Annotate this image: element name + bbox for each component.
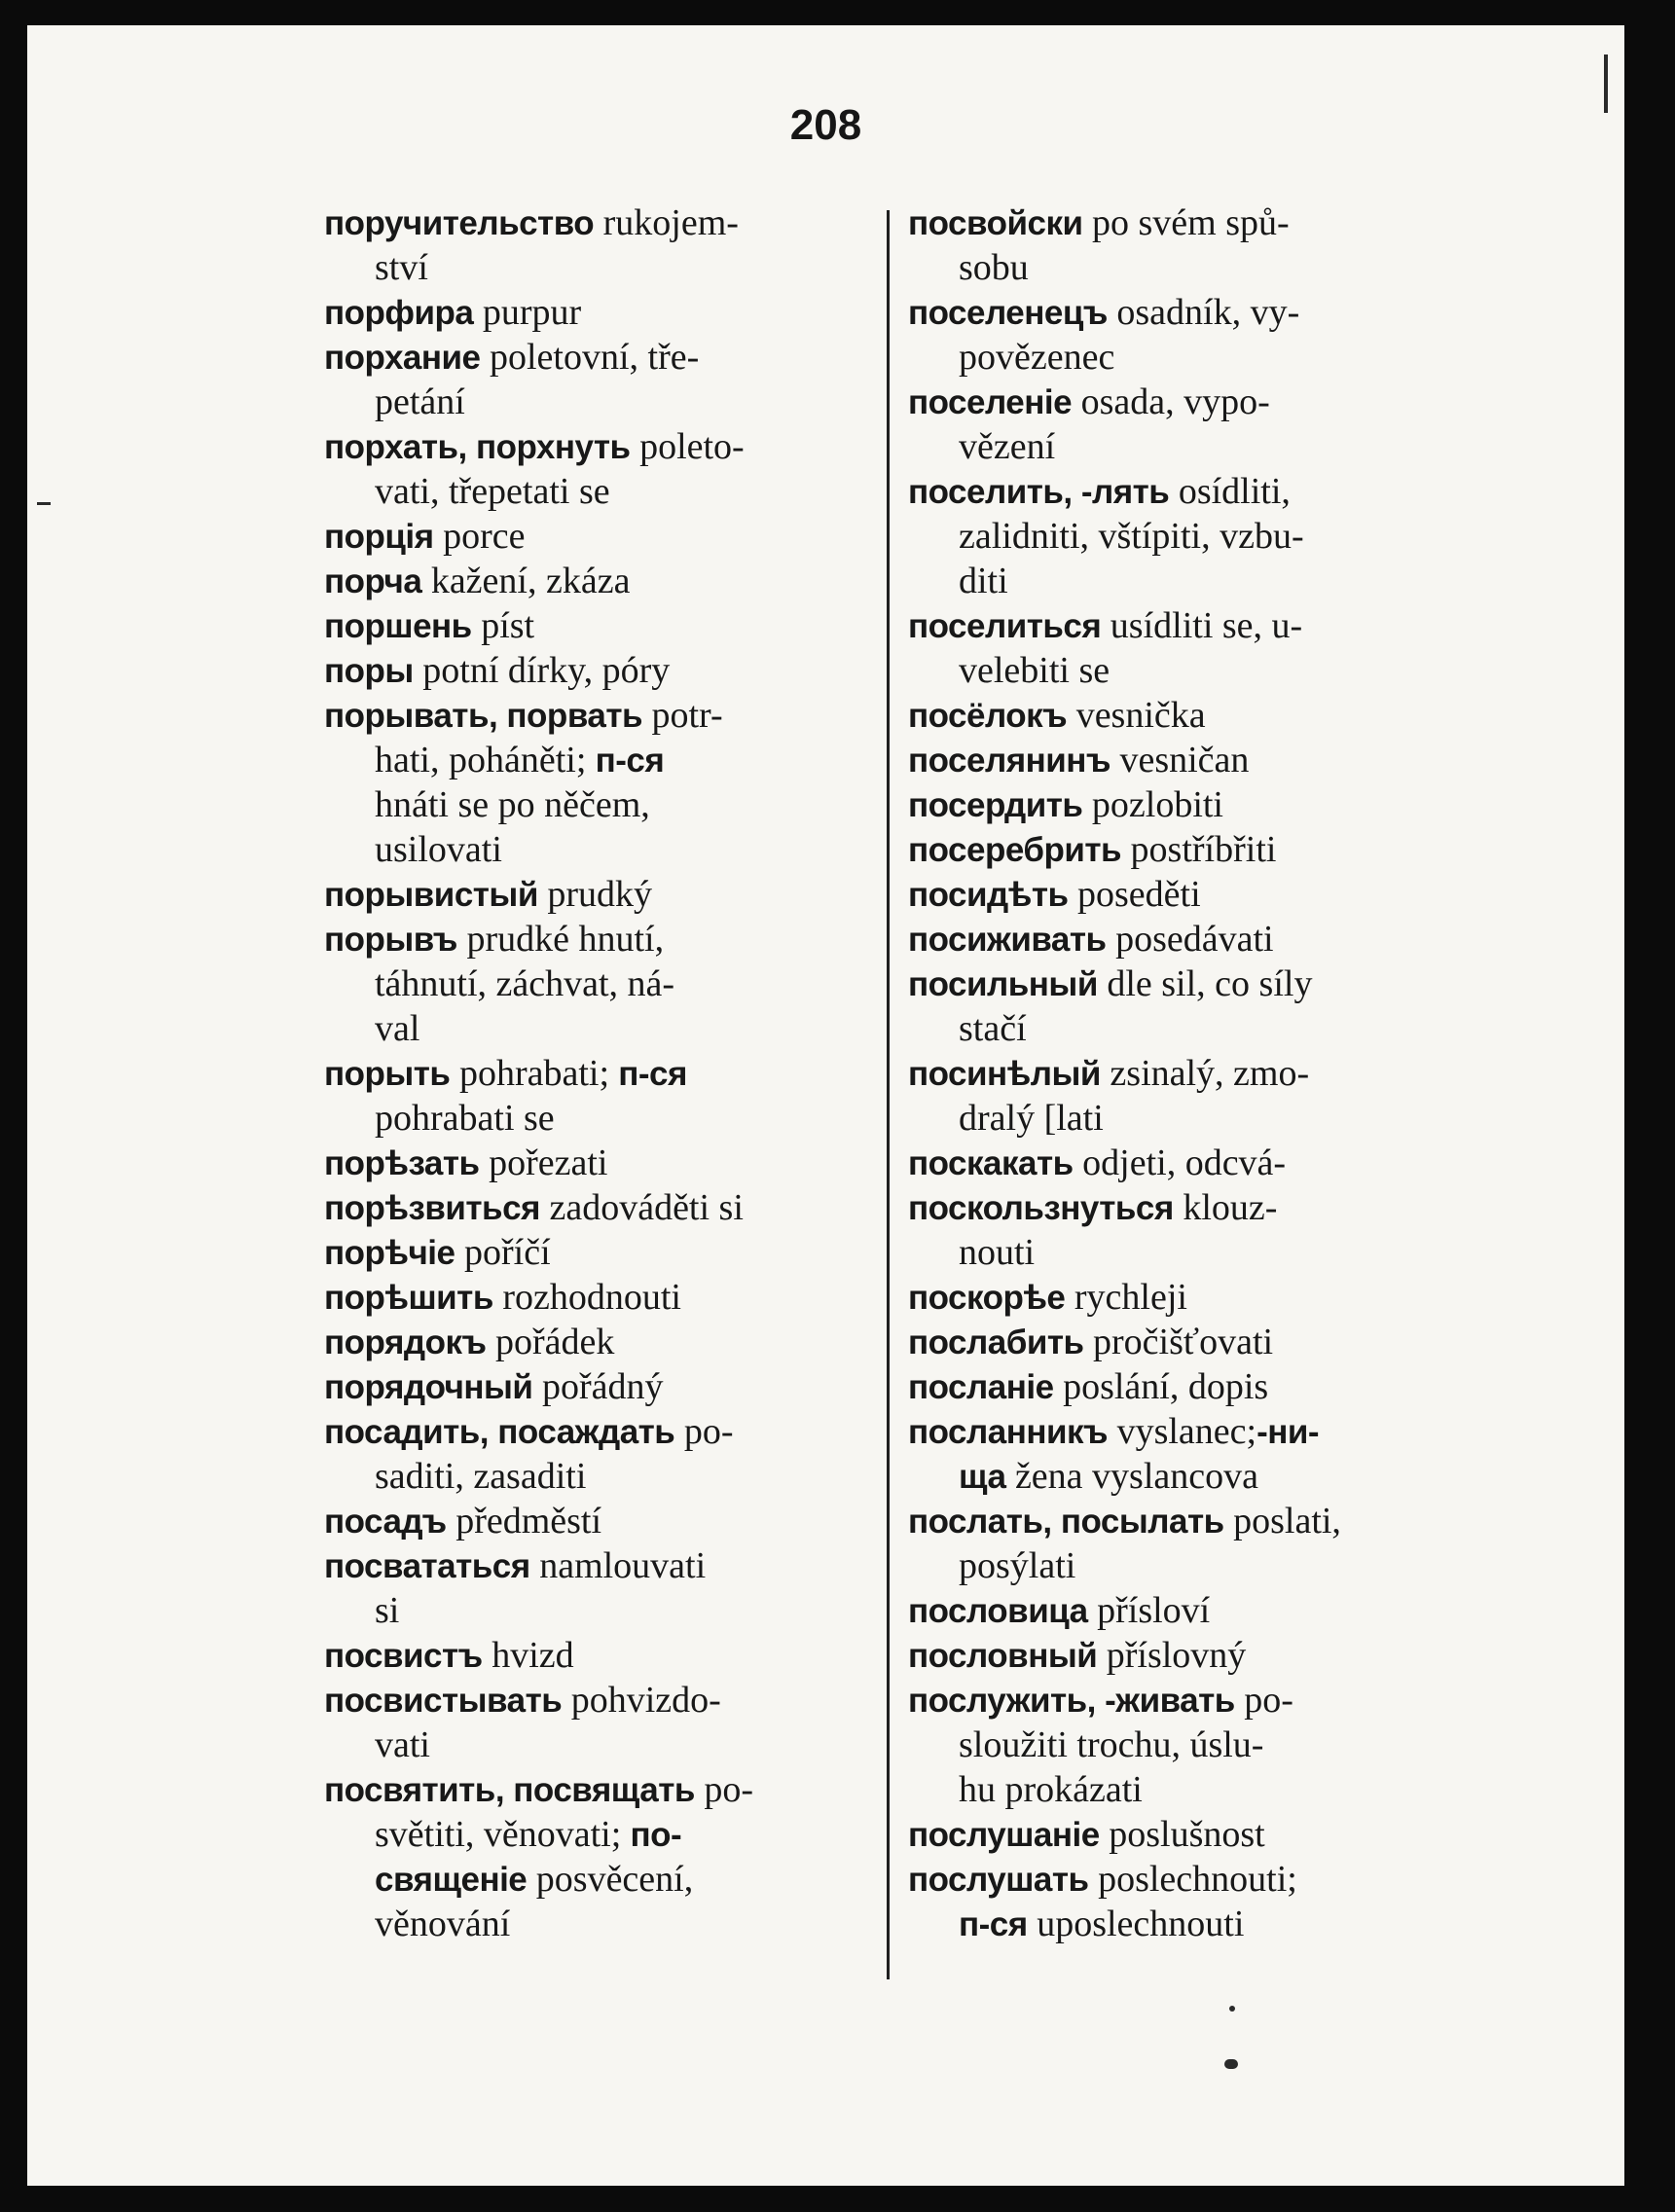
headword: порыть [324,1055,451,1093]
headword: посвистъ [324,1637,483,1675]
dictionary-entry [908,1051,1502,1096]
dictionary-entry [324,1678,884,1722]
headword: пословица [908,1592,1088,1630]
dictionary-entry [324,1543,884,1588]
dictionary-page [27,25,1624,2186]
headword: посвойски [908,204,1083,242]
headword: порывать, порвать [324,697,642,735]
headword: ща [959,1458,1006,1496]
definition: porce [433,516,526,557]
definition: poslání, dopis [1053,1366,1269,1407]
definition: klouz- [1173,1187,1278,1228]
headword: посвататься [324,1547,530,1585]
definition: přísloví [1087,1590,1211,1631]
definition: vesnička [1067,695,1206,736]
dictionary-entry [908,872,1502,917]
dictionary-entry [324,1006,884,1051]
dictionary-entry [908,1409,1502,1454]
dictionary-entry [908,603,1502,648]
definition: pohrabati; [450,1053,610,1094]
definition: táhnutí, záchvat, ná- [375,963,675,1004]
headword: поскакать [908,1144,1074,1182]
definition: vati [375,1724,430,1765]
headword: поселиться [908,607,1102,645]
definition: hu prokázati [959,1769,1143,1810]
definition: vesničan [1110,740,1250,780]
dictionary-entry [908,1454,1502,1499]
dictionary-entry [324,1141,884,1185]
headword: порча [324,562,422,600]
headword: посадъ [324,1503,447,1541]
headword: порхать, порхнуть [324,428,631,466]
headword: послать, посылать [908,1503,1224,1541]
column-divider [887,210,890,1979]
definition: vyslanec; [1108,1411,1257,1452]
definition: uposlechnouti [1027,1904,1245,1944]
dictionary-entry [324,1409,884,1454]
dictionary-entry [324,1096,884,1141]
dictionary-entry [908,1857,1502,1902]
dictionary-entry [908,1364,1502,1409]
definition: sobu [959,247,1029,288]
definition: poslechnouti; [1088,1859,1297,1900]
headword: порція [324,518,434,556]
headword: пословный [908,1637,1098,1675]
headword: священіе [375,1861,528,1899]
dictionary-entry [908,1320,1502,1364]
dictionary-entry [324,1722,884,1767]
dictionary-entry [324,1320,884,1364]
definition: žena vyslancova [1005,1456,1258,1497]
dictionary-entry [324,917,884,961]
dictionary-entry [324,424,884,469]
dictionary-entry [908,1633,1502,1678]
dictionary-entry [908,1812,1502,1857]
dictionary-entry [324,1767,884,1812]
definition: poslušnost [1099,1814,1265,1855]
definition: poslati, [1223,1501,1341,1541]
definition: po svém spů- [1082,202,1290,243]
definition: pročišťovati [1083,1322,1274,1362]
headword: порфира [324,294,474,332]
dictionary-entry [324,693,884,738]
dictionary-entry [908,1096,1502,1141]
definition: osada, vypo- [1072,381,1270,422]
definition: kažení, zkáza [421,561,631,601]
definition: nouti [959,1232,1036,1273]
dictionary-entry [908,424,1502,469]
headword: посидѣть [908,876,1069,914]
definition: po- [694,1769,754,1810]
dictionary-entry [324,200,884,245]
definition: petání [375,381,465,422]
dictionary-entry [324,1364,884,1409]
definition: saditi, zasaditi [375,1456,587,1497]
definition: pozlobiti [1082,784,1223,825]
dictionary-entry [324,1454,884,1499]
headword: поршень [324,607,472,645]
headword: посильный [908,965,1098,1003]
dictionary-entry [908,1543,1502,1588]
definition: pořezati [479,1142,608,1183]
definition: diti [959,561,1008,601]
dictionary-entry [324,961,884,1006]
dictionary-entry [324,290,884,335]
dictionary-entry [324,1633,884,1678]
headword: поручительство [324,204,595,242]
headword: порывистый [324,876,538,914]
dictionary-entry [324,1499,884,1543]
headword: поскорѣе [908,1279,1066,1317]
dictionary-entry [908,782,1502,827]
headword: посинѣлый [908,1055,1101,1093]
headword: послушать [908,1861,1089,1899]
dictionary-entry [324,380,884,424]
definition: píst [471,605,535,646]
dictionary-entry [324,559,884,603]
dictionary-entry [908,693,1502,738]
headword: посеребрить [908,831,1122,869]
definition: prudké hnutí, [456,919,665,960]
dictionary-entry [324,1185,884,1230]
headword: порхание [324,339,481,377]
dictionary-entry [324,1275,884,1320]
definition: ství [375,247,428,288]
definition: usídliti se, u- [1101,605,1303,646]
headword: посвистывать [324,1682,563,1720]
definition: zadováděti si [539,1187,744,1228]
dictionary-entry [908,1499,1502,1543]
headword: по- [621,1816,682,1854]
definition: hati, poháněti; [375,740,587,780]
definition: val [375,1008,420,1049]
right-column [908,200,1502,1946]
definition: po- [1234,1680,1293,1721]
headword: поры [324,652,414,690]
headword: порѣзвиться [324,1189,540,1227]
dictionary-entry [908,469,1502,514]
headword: поселить, -лять [908,473,1170,511]
dictionary-entry [908,1722,1502,1767]
definition: rozhodnouti [492,1277,681,1318]
definition: rukojem- [594,202,739,243]
dictionary-entry [908,1767,1502,1812]
headword: порѣшить [324,1279,493,1317]
headword: п-ся [586,742,665,780]
dictionary-entry [908,1185,1502,1230]
definition: velebiti se [959,650,1111,691]
definition: pohrabati se [375,1098,555,1139]
dictionary-entry [908,827,1502,872]
dictionary-entry [324,603,884,648]
definition: dralý [lati [959,1098,1104,1139]
dictionary-entry [908,559,1502,603]
headword: поселенецъ [908,294,1108,332]
definition: osadník, vy- [1107,292,1300,333]
definition: stačí [959,1008,1027,1049]
dictionary-entry [908,1006,1502,1051]
definition: potní dírky, póry [413,650,671,691]
definition: zsinalý, zmo- [1100,1053,1310,1094]
headword: порѣчіе [324,1234,455,1272]
dictionary-entry [324,245,884,290]
scan-speck [37,502,51,505]
scan-speck [1604,54,1608,113]
dictionary-entry [908,961,1502,1006]
headword: поселянинъ [908,742,1111,780]
headword: посланіе [908,1368,1054,1406]
dictionary-entry [908,738,1502,782]
dictionary-entry [324,514,884,559]
dictionary-entry [908,1141,1502,1185]
definition: vězení [959,426,1056,467]
headword: посердить [908,786,1083,824]
definition: hnáti se po něčem, [375,784,650,825]
dictionary-entry [324,738,884,782]
dictionary-entry [324,872,884,917]
definition: purpur [473,292,582,333]
definition: posýlati [959,1545,1076,1586]
definition: posvěcení, [527,1859,694,1900]
scan-speck [1224,2059,1238,2069]
dictionary-entry [324,469,884,514]
definition: poleto- [630,426,745,467]
dictionary-entry [908,917,1502,961]
dictionary-entry [908,1678,1502,1722]
headword: посвятить, посвящать [324,1771,695,1809]
definition: usilovati [375,829,502,870]
dictionary-entry [908,335,1502,380]
dictionary-entry [908,245,1502,290]
dictionary-entry [324,648,884,693]
dictionary-entry [324,1230,884,1275]
headword: посёлокъ [908,697,1068,735]
headword: поселеніе [908,383,1073,421]
headword: послушаніе [908,1816,1100,1854]
definition: namlouvati [529,1545,707,1586]
definition: odjeti, odcvá- [1073,1142,1287,1183]
dictionary-entry [324,335,884,380]
definition: sloužiti trochu, úslu- [959,1724,1264,1765]
dictionary-entry [908,200,1502,245]
headword: посиживать [908,921,1107,959]
headword: посланникъ [908,1413,1109,1451]
dictionary-entry [324,1902,884,1946]
definition: poseděti [1068,874,1201,915]
definition: osídliti, [1169,471,1291,512]
headword: порядокъ [324,1324,487,1361]
headword: -ни- [1256,1413,1320,1451]
definition: si [375,1590,400,1631]
definition: potr- [642,695,723,736]
definition: pohvizdo- [562,1680,721,1721]
headword: поскользнуться [908,1189,1174,1227]
dictionary-entry [324,1588,884,1633]
scan-speck [1229,2006,1235,2012]
dictionary-entry [908,1230,1502,1275]
definition: hvizd [482,1635,574,1676]
dictionary-entry [908,1588,1502,1633]
page-number: 208 [789,101,862,149]
dictionary-entry [908,380,1502,424]
definition: světiti, věnovati; [375,1814,622,1855]
definition: předměstí [446,1501,602,1541]
definition: pořádek [486,1322,615,1362]
headword: порывъ [324,921,457,959]
dictionary-entry [324,1812,884,1857]
dictionary-entry [908,1902,1502,1946]
definition: pořádný [532,1366,664,1407]
definition: postříbřiti [1121,829,1277,870]
headword: п-ся [609,1055,687,1093]
definition: povězenec [959,337,1115,378]
headword: послабить [908,1324,1084,1361]
headword: порядочный [324,1368,533,1406]
headword: порѣзать [324,1144,480,1182]
dictionary-entry [908,648,1502,693]
definition: rychleji [1065,1277,1187,1318]
definition: poletovní, tře- [480,337,700,378]
definition: dle sil, co síly [1097,963,1313,1004]
definition: prudký [537,874,652,915]
definition: poříčí [455,1232,551,1273]
headword: послужить, -живать [908,1682,1235,1720]
dictionary-entry [908,514,1502,559]
headword: п-ся [959,1905,1028,1943]
dictionary-entry [324,782,884,827]
definition: příslovný [1097,1635,1247,1676]
definition: vati, třepetati se [375,471,610,512]
dictionary-entry [908,1275,1502,1320]
dictionary-entry [324,1051,884,1096]
dictionary-entry [324,1857,884,1902]
definition: po- [674,1411,734,1452]
headword: посадить, посаждать [324,1413,675,1451]
definition: věnování [375,1904,511,1944]
dictionary-entry [324,827,884,872]
definition: zalidniti, vštípiti, vzbu- [959,516,1304,557]
definition: posedávati [1106,919,1274,960]
dictionary-entry [908,290,1502,335]
left-column [324,200,884,1946]
